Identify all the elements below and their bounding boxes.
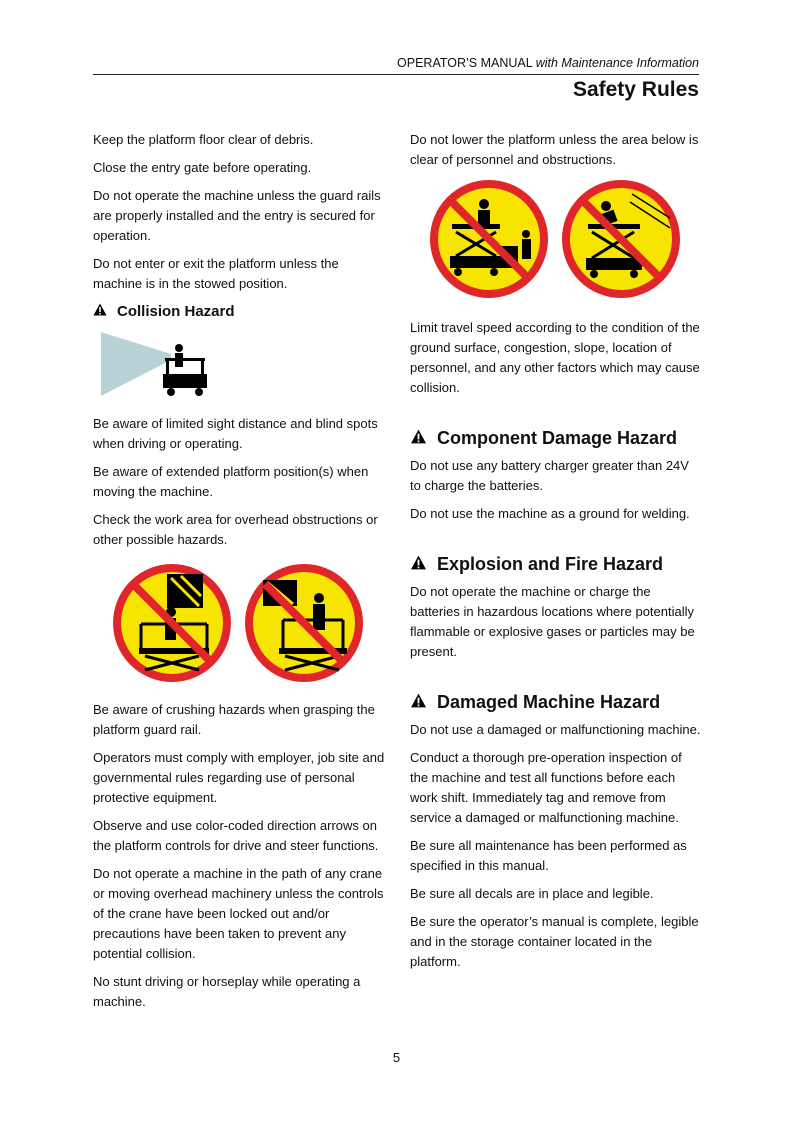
heading-label: Damaged Machine Hazard <box>437 692 661 712</box>
page-number: 5 <box>392 1050 401 1065</box>
warning-triangle-icon <box>93 302 107 322</box>
heading-label: Explosion and Fire Hazard <box>437 554 664 574</box>
no-lowering-pictogram <box>428 178 550 306</box>
heading-label: Collision Hazard <box>117 303 235 320</box>
heading-label: Component Damage Hazard <box>437 428 678 448</box>
rule-text: Operators must comply with employer, job site and governmental rules regarding use of personal protective equipment. <box>93 750 385 805</box>
rule-text: Do not operate the machine unless the guard rails are properly installed and the entry is secured for operation. <box>93 188 381 243</box>
right-column <box>410 130 702 980</box>
component-damage-hazard-heading <box>410 428 702 448</box>
rule-text: No stunt driving or horseplay while operating a machine. <box>93 974 361 1009</box>
manual-title-italic: with Maintenance Information <box>535 56 699 70</box>
warning-triangle-icon <box>410 428 427 448</box>
collision-hazard-heading <box>93 302 385 322</box>
rule-text: Do not enter or exit the platform unless the machine is in the stowed position. <box>93 256 339 291</box>
section-title: Safety Rules <box>572 78 699 101</box>
left-column <box>93 130 385 1020</box>
rule-text: Be aware of limited sight distance and blind spots when driving or operating. <box>93 416 378 451</box>
rule-text: Be sure all maintenance has been performed as specified in this manual. <box>410 838 687 873</box>
rule-text: Do not operate the machine or charge the batteries in hazardous locations where potentially flammable or explosive gases or particles may be present. <box>410 584 695 659</box>
manual-title-main: OPERATOR’S MANUAL <box>397 56 533 70</box>
rule-text: Do not use a damaged or malfunctioning machine. <box>410 722 701 737</box>
damaged-machine-hazard-heading <box>410 692 702 712</box>
rule-text: Be sure all decals are in place and legible. <box>410 886 654 901</box>
rule-text: Conduct a thorough pre-operation inspection of the machine and test all functions before each work shift. Immediately tag and remove from service a damaged or malfunctioning machine. <box>410 750 682 825</box>
no-stunt-pictogram <box>560 178 682 306</box>
no-lowering-pictograms <box>428 178 702 306</box>
rule-text: Be aware of crushing hazards when grasping the platform guard rail. <box>93 702 375 737</box>
sight-cone-pictogram <box>99 328 385 406</box>
rule-text: Keep the platform floor clear of debris. <box>93 132 314 147</box>
rule-text: Do not use the machine as a ground for welding. <box>410 506 690 521</box>
rule-text: Observe and use color-coded direction arrows on the platform controls for drive and steer functions. <box>93 818 379 853</box>
rule-text: Do not use any battery charger greater than 24V to charge the batteries. <box>410 458 689 493</box>
rule-text: Do not lower the platform unless the area below is clear of personnel and obstructions. <box>410 132 699 167</box>
rule-text: Close the entry gate before operating. <box>93 160 312 175</box>
warning-triangle-icon <box>410 554 427 574</box>
no-crush-pictogram <box>111 562 233 690</box>
rule-text: Be sure the operator’s manual is complete, legible and in the storage container located in the platform. <box>410 914 699 969</box>
rule-text: Limit travel speed according to the condition of the ground surface, congestion, slope, location of personnel, and any other factors which may cause collision. <box>410 320 700 395</box>
no-crush-pictogram <box>243 562 365 690</box>
manual-title <box>93 56 699 75</box>
rule-text: Do not operate a machine in the path of any crane or moving overhead machinery unless the controls of the crane have been locked out and/or precautions have been taken to prevent any potential collision. <box>93 866 384 961</box>
page-header <box>93 56 699 102</box>
warning-triangle-icon <box>410 692 427 712</box>
crush-hazard-pictograms <box>111 562 385 690</box>
rule-text: Check the work area for overhead obstructions or other possible hazards. <box>93 512 378 547</box>
explosion-fire-hazard-heading <box>410 554 702 574</box>
rule-text: Be aware of extended platform position(s) when moving the machine. <box>93 464 369 499</box>
